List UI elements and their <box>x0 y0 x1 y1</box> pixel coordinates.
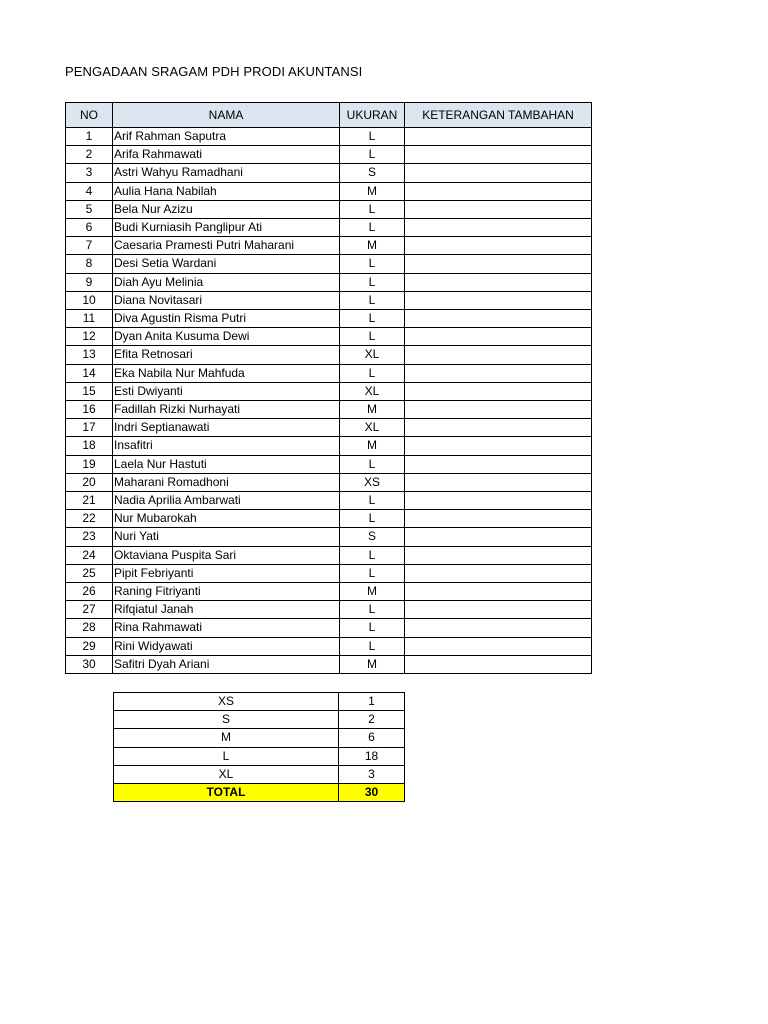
cell-nama: Pipit Febriyanti <box>113 564 340 582</box>
cell-no: 12 <box>66 328 113 346</box>
cell-keterangan <box>405 310 592 328</box>
participants-table <box>65 102 592 674</box>
table-row <box>66 492 592 510</box>
cell-no: 13 <box>66 346 113 364</box>
cell-ukuran: L <box>340 546 405 564</box>
cell-ukuran: L <box>340 492 405 510</box>
table-row <box>66 164 592 182</box>
cell-ukuran: XL <box>340 382 405 400</box>
summary-row <box>114 693 405 711</box>
table-row <box>66 546 592 564</box>
cell-ukuran: L <box>340 291 405 309</box>
cell-nama: Efita Retnosari <box>113 346 340 364</box>
cell-keterangan <box>405 546 592 564</box>
cell-no: 14 <box>66 364 113 382</box>
cell-ukuran: XL <box>340 346 405 364</box>
cell-nama: Arif Rahman Saputra <box>113 128 340 146</box>
cell-keterangan <box>405 237 592 255</box>
cell-keterangan <box>405 655 592 673</box>
summary-count: 3 <box>339 765 405 783</box>
cell-no: 24 <box>66 546 113 564</box>
summary-size: L <box>114 747 339 765</box>
cell-nama: Indri Septianawati <box>113 419 340 437</box>
summary-size: XL <box>114 765 339 783</box>
cell-keterangan <box>405 328 592 346</box>
cell-nama: Diah Ayu Melinia <box>113 273 340 291</box>
cell-ukuran: S <box>340 528 405 546</box>
cell-ukuran: L <box>340 637 405 655</box>
cell-no: 28 <box>66 619 113 637</box>
table-row <box>66 473 592 491</box>
cell-keterangan <box>405 601 592 619</box>
cell-keterangan <box>405 164 592 182</box>
cell-ukuran: M <box>340 237 405 255</box>
table-row <box>66 182 592 200</box>
cell-keterangan <box>405 364 592 382</box>
cell-keterangan <box>405 255 592 273</box>
cell-ukuran: XL <box>340 419 405 437</box>
cell-no: 21 <box>66 492 113 510</box>
summary-row <box>114 765 405 783</box>
table-row <box>66 619 592 637</box>
table-row <box>66 128 592 146</box>
cell-nama: Nur Mubarokah <box>113 510 340 528</box>
cell-ukuran: M <box>340 583 405 601</box>
cell-keterangan <box>405 401 592 419</box>
cell-ukuran: S <box>340 164 405 182</box>
table-row <box>66 310 592 328</box>
cell-ukuran: L <box>340 328 405 346</box>
cell-keterangan <box>405 219 592 237</box>
cell-nama: Dyan Anita Kusuma Dewi <box>113 328 340 346</box>
cell-no: 7 <box>66 237 113 255</box>
table-row <box>66 637 592 655</box>
cell-nama: Diva Agustin Risma Putri <box>113 310 340 328</box>
cell-nama: Budi Kurniasih Panglipur Ati <box>113 219 340 237</box>
cell-ukuran: L <box>340 364 405 382</box>
cell-keterangan <box>405 528 592 546</box>
header-ukuran: UKURAN <box>340 103 405 128</box>
cell-nama: Eka Nabila Nur Mahfuda <box>113 364 340 382</box>
header-keterangan: KETERANGAN TAMBAHAN <box>405 103 592 128</box>
header-no: NO <box>66 103 113 128</box>
cell-ukuran: L <box>340 310 405 328</box>
cell-nama: Nuri Yati <box>113 528 340 546</box>
cell-nama: Safitri Dyah Ariani <box>113 655 340 673</box>
table-row <box>66 564 592 582</box>
cell-keterangan <box>405 128 592 146</box>
table-row <box>66 510 592 528</box>
cell-nama: Arifa Rahmawati <box>113 146 340 164</box>
table-body <box>66 128 592 674</box>
cell-no: 23 <box>66 528 113 546</box>
cell-keterangan <box>405 200 592 218</box>
cell-no: 20 <box>66 473 113 491</box>
cell-ukuran: L <box>340 601 405 619</box>
cell-no: 3 <box>66 164 113 182</box>
summary-count: 6 <box>339 729 405 747</box>
cell-keterangan <box>405 182 592 200</box>
cell-no: 30 <box>66 655 113 673</box>
table-row <box>66 601 592 619</box>
cell-keterangan <box>405 619 592 637</box>
cell-nama: Nadia Aprilia Ambarwati <box>113 492 340 510</box>
summary-size: M <box>114 729 339 747</box>
cell-ukuran: L <box>340 510 405 528</box>
page-title: PENGADAAN SRAGAM PDH PRODI AKUNTANSI <box>65 64 363 79</box>
table-row <box>66 437 592 455</box>
table-row <box>66 419 592 437</box>
cell-keterangan <box>405 510 592 528</box>
summary-count: 2 <box>339 711 405 729</box>
cell-nama: Laela Nur Hastuti <box>113 455 340 473</box>
cell-ukuran: M <box>340 182 405 200</box>
cell-nama: Astri Wahyu Ramadhani <box>113 164 340 182</box>
cell-no: 6 <box>66 219 113 237</box>
summary-total-label: TOTAL <box>114 784 339 802</box>
cell-ukuran: L <box>340 128 405 146</box>
summary-count: 1 <box>339 693 405 711</box>
table-row <box>66 219 592 237</box>
cell-nama: Fadillah Rizki Nurhayati <box>113 401 340 419</box>
size-summary-table <box>113 692 405 802</box>
cell-no: 29 <box>66 637 113 655</box>
cell-no: 4 <box>66 182 113 200</box>
cell-no: 16 <box>66 401 113 419</box>
cell-no: 27 <box>66 601 113 619</box>
table-row <box>66 200 592 218</box>
cell-ukuran: L <box>340 273 405 291</box>
header-nama: NAMA <box>113 103 340 128</box>
summary-count: 18 <box>339 747 405 765</box>
cell-no: 17 <box>66 419 113 437</box>
cell-nama: Rini Widyawati <box>113 637 340 655</box>
table-row <box>66 401 592 419</box>
table-row <box>66 291 592 309</box>
cell-nama: Raning Fitriyanti <box>113 583 340 601</box>
cell-keterangan <box>405 437 592 455</box>
cell-no: 5 <box>66 200 113 218</box>
cell-ukuran: M <box>340 437 405 455</box>
cell-ukuran: L <box>340 455 405 473</box>
cell-nama: Oktaviana Puspita Sari <box>113 546 340 564</box>
table-row <box>66 273 592 291</box>
summary-row <box>114 729 405 747</box>
table-row <box>66 146 592 164</box>
cell-nama: Aulia Hana Nabilah <box>113 182 340 200</box>
table-row <box>66 528 592 546</box>
table-row <box>66 364 592 382</box>
cell-keterangan <box>405 583 592 601</box>
cell-keterangan <box>405 492 592 510</box>
summary-total-row <box>114 784 405 802</box>
table-row <box>66 346 592 364</box>
summary-row <box>114 747 405 765</box>
cell-no: 8 <box>66 255 113 273</box>
cell-no: 26 <box>66 583 113 601</box>
cell-nama: Caesaria Pramesti Putri Maharani <box>113 237 340 255</box>
cell-ukuran: L <box>340 564 405 582</box>
table-header-row <box>66 103 592 128</box>
cell-nama: Desi Setia Wardani <box>113 255 340 273</box>
cell-ukuran: L <box>340 146 405 164</box>
summary-row <box>114 711 405 729</box>
cell-ukuran: M <box>340 655 405 673</box>
cell-no: 2 <box>66 146 113 164</box>
cell-no: 22 <box>66 510 113 528</box>
cell-nama: Diana Novitasari <box>113 291 340 309</box>
cell-ukuran: L <box>340 200 405 218</box>
cell-nama: Rifqiatul Janah <box>113 601 340 619</box>
cell-ukuran: L <box>340 255 405 273</box>
cell-keterangan <box>405 419 592 437</box>
cell-nama: Maharani Romadhoni <box>113 473 340 491</box>
cell-keterangan <box>405 564 592 582</box>
cell-ukuran: M <box>340 401 405 419</box>
cell-keterangan <box>405 637 592 655</box>
cell-ukuran: XS <box>340 473 405 491</box>
cell-no: 9 <box>66 273 113 291</box>
cell-nama: Bela Nur Azizu <box>113 200 340 218</box>
summary-body <box>114 693 405 784</box>
summary-size: XS <box>114 693 339 711</box>
table-row <box>66 255 592 273</box>
cell-no: 19 <box>66 455 113 473</box>
cell-no: 25 <box>66 564 113 582</box>
table-row <box>66 583 592 601</box>
summary-total-count: 30 <box>339 784 405 802</box>
cell-nama: Insafitri <box>113 437 340 455</box>
cell-nama: Esti Dwiyanti <box>113 382 340 400</box>
cell-nama: Rina Rahmawati <box>113 619 340 637</box>
table-row <box>66 655 592 673</box>
cell-keterangan <box>405 382 592 400</box>
table-row <box>66 455 592 473</box>
cell-no: 18 <box>66 437 113 455</box>
cell-ukuran: L <box>340 219 405 237</box>
cell-keterangan <box>405 146 592 164</box>
cell-no: 10 <box>66 291 113 309</box>
cell-keterangan <box>405 346 592 364</box>
table-row <box>66 382 592 400</box>
cell-no: 15 <box>66 382 113 400</box>
cell-keterangan <box>405 273 592 291</box>
cell-keterangan <box>405 291 592 309</box>
table-row <box>66 237 592 255</box>
cell-keterangan <box>405 455 592 473</box>
cell-no: 1 <box>66 128 113 146</box>
table-row <box>66 328 592 346</box>
cell-no: 11 <box>66 310 113 328</box>
cell-keterangan <box>405 473 592 491</box>
summary-size: S <box>114 711 339 729</box>
cell-ukuran: L <box>340 619 405 637</box>
